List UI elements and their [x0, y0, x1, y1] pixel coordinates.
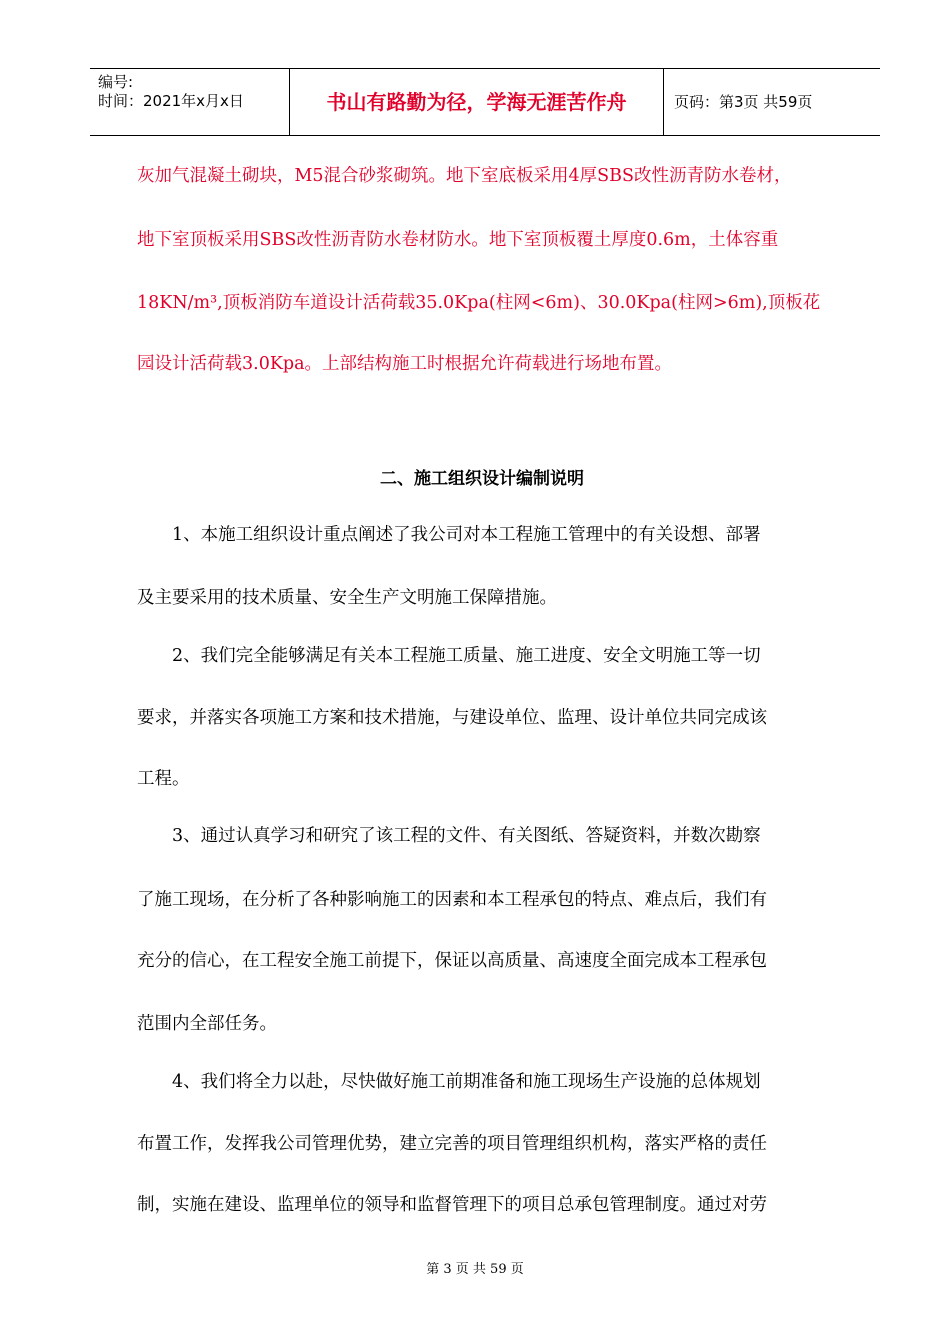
- body-line: 2、我们完全能够满足有关本工程施工质量、施工进度、安全文明施工等一切: [172, 646, 761, 666]
- body-line: 制，实施在建设、监理单位的领导和监督管理下的项目总承包管理制度。通过对劳: [137, 1195, 767, 1215]
- body-line: 了施工现场，在分析了各种影响施工的因素和本工程承包的特点、难点后，我们有: [137, 890, 767, 910]
- body-line: 1、本施工组织设计重点阐述了我公司对本工程施工管理中的有关设想、部署: [172, 525, 761, 545]
- body-line: 3、通过认真学习和研究了该工程的文件、有关图纸、答疑资料，并数次勘察: [172, 826, 761, 846]
- header-motto: 书山有路勤为径，学海无涯苦作舟: [290, 69, 664, 135]
- number-label: 编号:: [98, 73, 134, 91]
- body-line: 布置工作，发挥我公司管理优势，建立完善的项目管理组织机构，落实严格的责任: [137, 1134, 767, 1154]
- body-line: 地下室顶板采用SBS改性沥青防水卷材防水。地下室顶板覆土厚度0.6m，土体容重: [137, 230, 779, 250]
- body-line: 充分的信心，在工程安全施工前提下，保证以高质量、高速度全面完成本工程承包: [137, 951, 767, 971]
- body-line: 工程。: [137, 769, 190, 789]
- time-label: 时间：2021年x月x日: [98, 92, 244, 110]
- body-line: 要求，并落实各项施工方案和技术措施，与建设单位、监理、设计单位共同完成该: [137, 708, 767, 728]
- page-footer: 第 3 页 共 59 页: [426, 1262, 524, 1277]
- body-line: 园设计活荷载3.0Kpa。上部结构施工时根据允许荷载进行场地布置。: [137, 354, 673, 374]
- header-page-info: 页码：第3页 共59页: [674, 93, 813, 111]
- body-line: 范围内全部任务。: [137, 1014, 277, 1034]
- body-line: 4、我们将全力以赴，尽快做好施工前期准备和施工现场生产设施的总体规划: [172, 1072, 761, 1092]
- section-heading: 二、施工组织设计编制说明: [380, 469, 584, 489]
- body-line: 及主要采用的技术质量、安全生产文明施工保障措施。: [137, 588, 557, 608]
- header-meta: [90, 69, 290, 135]
- page-header: [90, 68, 880, 136]
- body-line: 灰加气混凝土砌块，M5混合砂浆砌筑。地下室底板采用4厚SBS改性沥青防水卷材，: [137, 166, 792, 186]
- body-line: 18KN/m³,顶板消防车道设计活荷载35.0Kpa(柱网<6m)、30.0Kpa(柱网>6m),顶板花: [137, 293, 821, 313]
